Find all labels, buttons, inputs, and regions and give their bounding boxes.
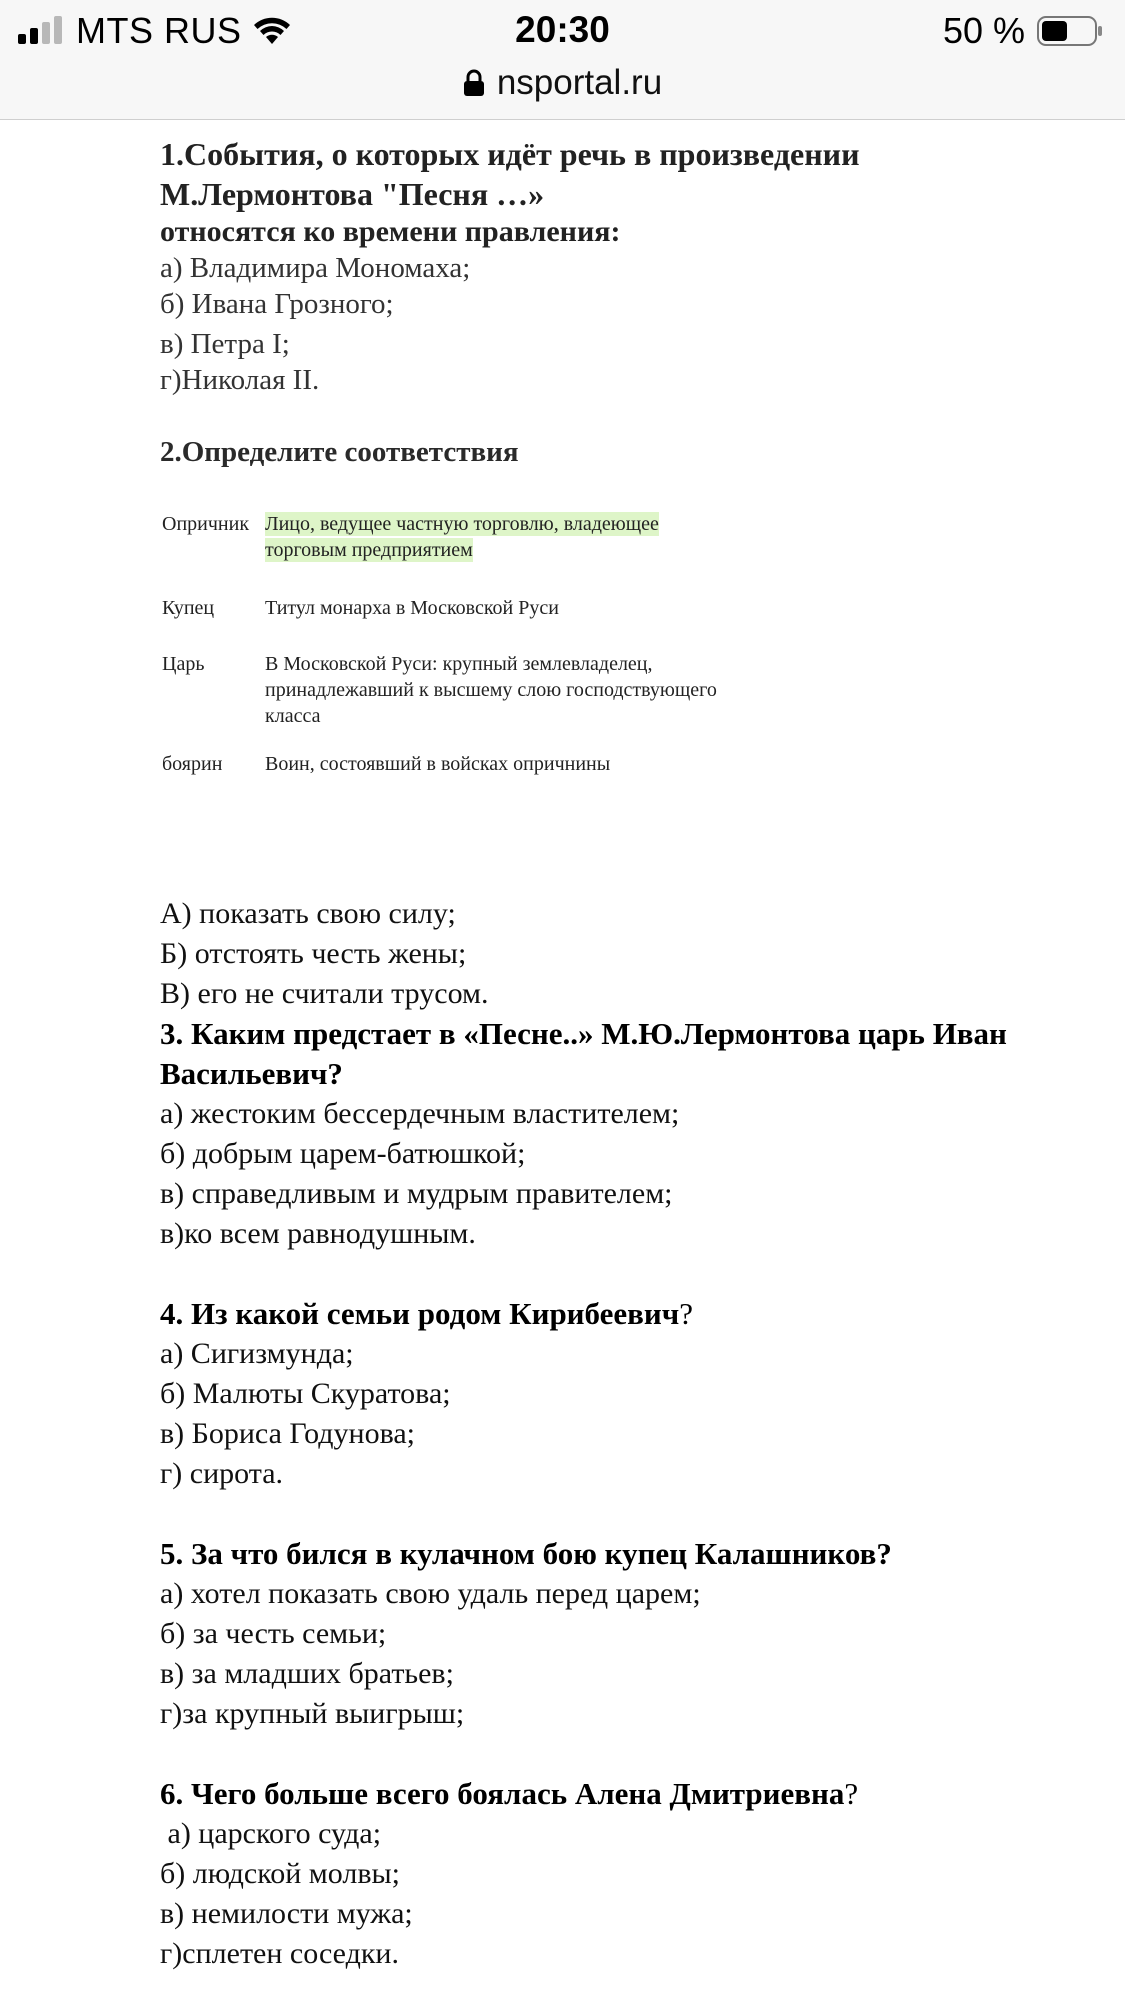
question-6-option: в) немилости мужа; — [160, 1897, 413, 1930]
question-1-title-line-3: относятся ко времени правления: — [160, 215, 621, 248]
question-4-option: г) сирота. — [160, 1457, 284, 1490]
question-1-title-line-1: 1.События, о которых идёт речь в произведении — [160, 136, 860, 172]
question-1-title-line-2: М.Лермонтова "Песня …» — [160, 176, 545, 212]
orphan-option: Б) отстоять честь жены; — [160, 937, 467, 970]
matching-term: Царь — [162, 653, 205, 675]
question-4-title-suffix: ? — [679, 1296, 694, 1331]
question-4-title — [160, 1294, 1060, 1334]
question-6-title-suffix: ? — [844, 1776, 859, 1811]
question-4-title-text: 4. Из какой семьи родом Кирибеевич — [160, 1296, 680, 1331]
question-5-title: 5. За что бился в кулачном бою купец Калашников? — [160, 1536, 892, 1571]
question-6-option: а) царского суда; — [160, 1817, 382, 1850]
question-1-option: в) Петра I; — [160, 328, 290, 360]
matching-term: Купец — [162, 597, 215, 619]
question-1-option: а) Владимира Мономаха; — [160, 252, 471, 284]
orphan-option: В) его не считали трусом. — [160, 977, 489, 1010]
question-6-option: б) людской молвы; — [160, 1857, 401, 1890]
matching-term: Опричник — [162, 513, 250, 535]
lock-icon — [463, 69, 485, 97]
status-bar — [0, 0, 1125, 62]
question-3-option: б) добрым царем-батюшкой; — [160, 1137, 526, 1170]
question-6-option: г)сплетен соседки. — [160, 1937, 399, 1970]
document-content — [160, 134, 1060, 1970]
question-3-option: в) справедливым и мудрым правителем; — [160, 1177, 673, 1210]
url-domain: nsportal.ru — [496, 63, 663, 102]
question-5-option: в) за младших братьев; — [160, 1657, 454, 1690]
matching-term: боярин — [162, 753, 223, 775]
browser-top-bar — [0, 0, 1125, 120]
question-5-option: а) хотел показать свою удаль перед царем; — [160, 1577, 701, 1610]
question-3-option: а) жестоким бессердечным властителем; — [160, 1097, 680, 1130]
answers-block — [160, 894, 1060, 1974]
orphan-option: А) показать свою силу; — [160, 897, 456, 930]
question-3-option: в)ко всем равнодушным. — [160, 1217, 476, 1250]
question-4-option: в) Бориса Годунова; — [160, 1417, 416, 1450]
matching-definition: Титул монарха в Московской Руси — [265, 597, 559, 619]
matching-definition: Воин, состоявший в войсках опричнины — [265, 753, 611, 775]
question-4-option: б) Малюты Скуратова; — [160, 1377, 451, 1410]
clock: 20:30 — [515, 9, 610, 50]
carrier-name: MTS RUS — [76, 10, 242, 51]
question-6-title — [160, 1774, 1060, 1814]
battery-icon — [1037, 16, 1103, 46]
address-bar[interactable] — [0, 58, 1125, 108]
question-1 — [160, 134, 1060, 398]
battery-percentage: 50 % — [942, 10, 1025, 51]
question-6-title-text: 6. Чего больше всего боялась Алена Дмитриевна — [160, 1776, 845, 1811]
question-5-option: б) за честь семьи; — [160, 1617, 387, 1650]
question-1-option: г)Николая II. — [160, 364, 320, 396]
question-2-title: 2.Определите соответствия — [160, 436, 519, 468]
question-1-option: б) Ивана Грозного; — [160, 288, 394, 320]
question-5-option: г)за крупный выигрыш; — [160, 1697, 465, 1730]
matching-definition: В Московской Руси: крупный землевладелец, принадлежавший к высшему слою господствующего класса — [265, 653, 717, 727]
question-4-option: а) Сигизмунда; — [160, 1337, 354, 1370]
question-3-title: 3. Каким предстает в «Песне..» М.Ю.Лермонтова царь Иван Васильевич? — [160, 1016, 1007, 1091]
matching-definition-highlighted: Лицо, ведущее частную торговлю, владеющее торговым предприятием — [265, 513, 659, 561]
